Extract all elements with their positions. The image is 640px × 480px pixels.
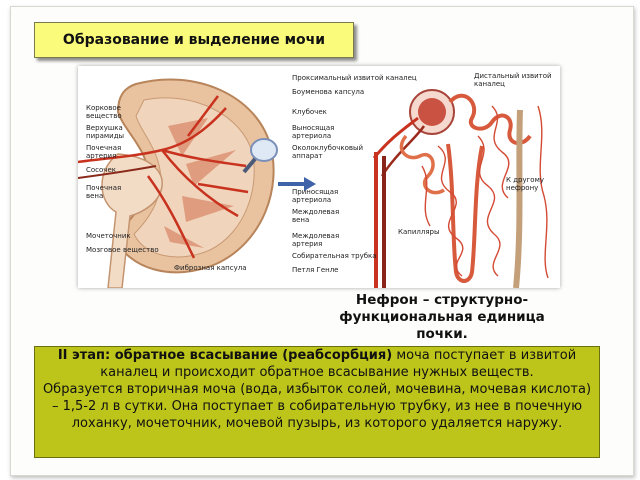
stage-heading: II этап: обратное всасывание (реабсорбция)	[57, 348, 393, 363]
label-renal-artery: Почечная артерия	[86, 144, 122, 160]
label-to-other-nephron: К другому нефрону	[506, 176, 545, 192]
label-renal-vein: Почечная вена	[86, 184, 122, 200]
stage-text: моча поступает в извитой каналец и происходит обратное всасывание нужных веществ.	[100, 348, 577, 380]
label-collecting-duct: Собирательная трубка	[292, 252, 377, 260]
info-paragraph-2: Образуется вторичная моча (вода, избыток солей, мочевина, мочевая кислота) – 1,5-2 л в сутки. Она поступает в собирательную трубку, из нее в почечную лоханку, мочеточник, мочевой пузырь, из которого удаляется наружу.	[42, 382, 592, 431]
figure-caption: Нефрон – структурно-функциональная единица почки.	[339, 292, 545, 342]
label-glomerulus: Клубочек	[292, 108, 327, 116]
label-fibrous-capsule: Фиброзная капсула	[174, 264, 247, 272]
slide-title-text: Образование и выделение мочи	[62, 32, 326, 48]
label-capillaries: Капилляры	[398, 228, 440, 236]
info-box	[34, 346, 600, 458]
label-medulla: Мозговое вещество	[86, 246, 159, 254]
label-afferent-arteriole: Приносящая артериола	[292, 188, 339, 204]
label-distal-tubule: Дистальный извитой каналец	[474, 72, 552, 88]
info-paragraph-1	[41, 347, 593, 381]
kidney-nephron-illustration	[78, 66, 560, 288]
label-cortex: Корковое вещество	[86, 104, 122, 120]
label-loop-of-henle: Петля Генле	[292, 266, 339, 274]
label-proximal-tubule: Проксимальный извитой каналец	[292, 74, 417, 82]
label-juxtaglomerular: Околоклубочковый аппарат	[292, 144, 364, 160]
label-efferent-arteriole: Выносящая артериола	[292, 124, 335, 140]
label-ureter: Мочеточник	[86, 232, 131, 240]
label-papilla: Сосочек	[86, 166, 116, 174]
label-interlobar-vein: Междолевая вена	[292, 208, 340, 224]
slide-title	[34, 22, 354, 58]
label-bowman-capsule: Боуменова капсула	[292, 88, 365, 96]
label-pyramid-apex: Верхушка пирамиды	[86, 124, 125, 140]
label-interlobar-artery: Междолевая артерия	[292, 232, 340, 248]
